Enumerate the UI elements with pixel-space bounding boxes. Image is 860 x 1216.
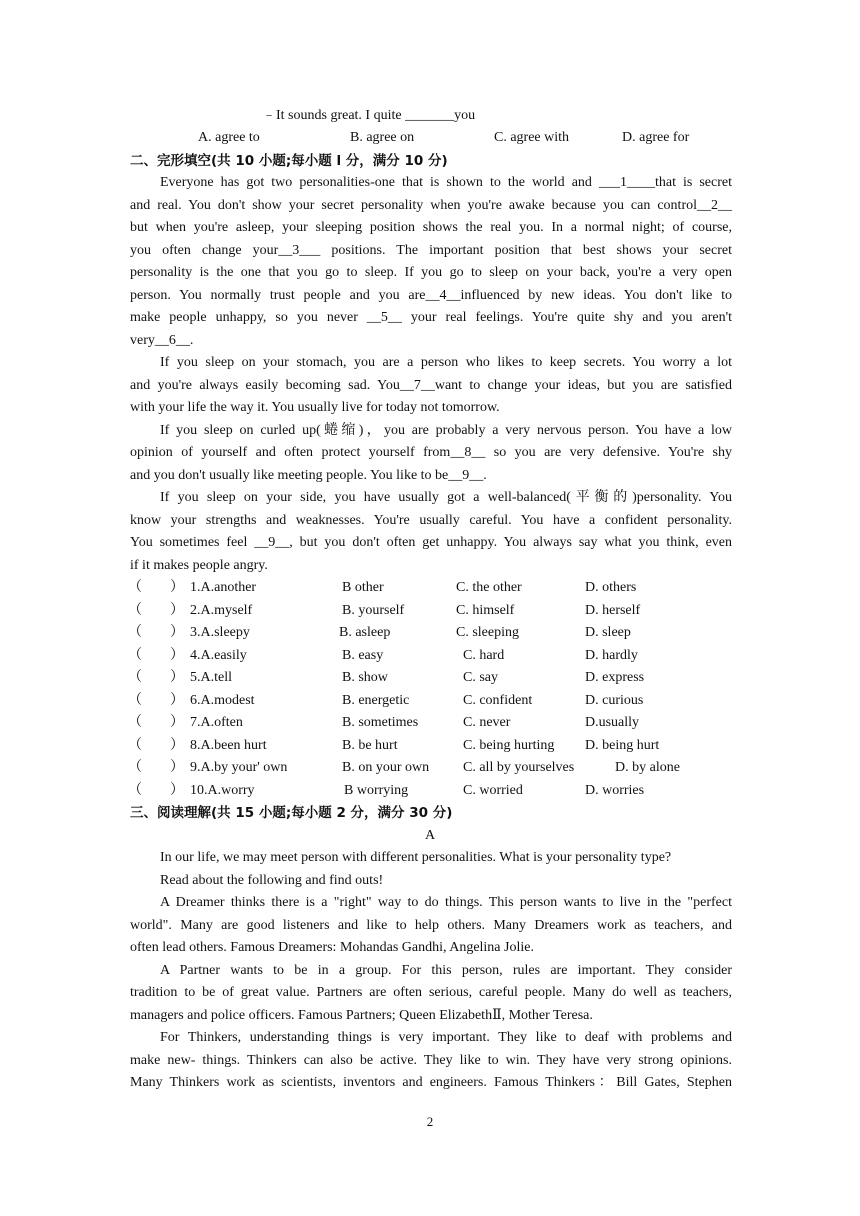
option-c: C. all by yourselves bbox=[463, 760, 575, 775]
reading-line: A Partner wants to be in a group. For this person, rules are important. They consider bbox=[160, 963, 732, 978]
option-b: B. sometimes bbox=[342, 715, 419, 730]
answer-paren[interactable]: （ ） bbox=[128, 738, 184, 753]
option-b: B. easy bbox=[342, 648, 384, 663]
cloze-line: know your strengths and weaknesses. You're usually careful. You have a confident personality. bbox=[130, 513, 732, 528]
option-a: 7.A.often bbox=[190, 715, 243, 730]
option-b: B. energetic bbox=[342, 693, 410, 708]
prev-option-b: B. agree on bbox=[350, 130, 415, 145]
option-c: C. the other bbox=[456, 580, 522, 595]
option-c: C. say bbox=[463, 670, 498, 685]
option-d: D. sleep bbox=[585, 625, 631, 640]
answer-paren[interactable]: （ ） bbox=[128, 783, 184, 798]
answer-paren[interactable]: （ ） bbox=[128, 625, 184, 640]
cloze-line: with your life the way it. You usually live for today not tomorrow. bbox=[130, 400, 500, 415]
reading-line: often lead others. Famous Dreamers: Mohandas Gandhi, Angelina Jolie. bbox=[130, 940, 534, 955]
reading-line: tradition to be of great value. Partners are often serious, careful people. Many do well as teachers, bbox=[130, 985, 732, 1000]
reading-line: In our life, we may meet person with different personalities. What is your personality type? bbox=[160, 850, 672, 865]
answer-paren[interactable]: （ ） bbox=[128, 603, 184, 618]
option-c: C. never bbox=[463, 715, 511, 730]
cloze-line: personality is the one that you go to sleep. If you go to sleep on your back, you're a very open bbox=[130, 265, 732, 280]
prev-option-c: C. agree with bbox=[494, 130, 570, 145]
cloze-line: If you sleep on curled up(蜷缩)，you are probably a very nervous person. You have a low bbox=[160, 423, 732, 438]
option-a: 9.A.by your' own bbox=[190, 760, 288, 775]
option-d: D.usually bbox=[585, 715, 640, 730]
option-d: D. hardly bbox=[585, 648, 638, 663]
option-d: D. worries bbox=[585, 783, 645, 798]
cloze-line: but when you're asleep, your sleeping position shows the real you. In a normal night; of course, bbox=[130, 220, 732, 235]
option-a: 10.A.worry bbox=[190, 783, 255, 798]
prev-question-prompt: ﹣It sounds great. I quite _______you bbox=[262, 108, 476, 123]
answer-paren[interactable]: （ ） bbox=[128, 693, 184, 708]
cloze-line: and you don't usually like meeting people. You like to be__9__. bbox=[130, 468, 487, 483]
cloze-line: very__6__. bbox=[130, 333, 194, 348]
cloze-line: make people unhappy, so you never __5__ your real feelings. You're quite shy and you aren't bbox=[130, 310, 732, 325]
option-b: B. be hurt bbox=[342, 738, 398, 753]
option-b: B other bbox=[342, 580, 384, 595]
option-b: B. yourself bbox=[342, 603, 405, 618]
option-c: C. sleeping bbox=[456, 625, 519, 640]
option-b: B worrying bbox=[344, 783, 409, 798]
option-d: D. by alone bbox=[615, 760, 680, 775]
option-a: 1.A.another bbox=[190, 580, 257, 595]
option-d: D. herself bbox=[585, 603, 641, 618]
answer-paren[interactable]: （ ） bbox=[128, 670, 184, 685]
page-number: 2 bbox=[426, 1114, 434, 1129]
option-b: B. asleep bbox=[339, 625, 391, 640]
option-a: 6.A.modest bbox=[190, 693, 255, 708]
reading-line: A Dreamer thinks there is a "right" way to do things. This person wants to live in the "perfect bbox=[160, 895, 732, 910]
option-b: B. on your own bbox=[342, 760, 430, 775]
reading-line: world". Many are good listeners and like to help others. Many Dreamers work as teachers, and bbox=[130, 918, 732, 933]
reading-line: Read about the following and find outs! bbox=[160, 873, 384, 888]
cloze-line: Everyone has got two personalities-one that is shown to the world and ___1____that is secret bbox=[160, 175, 732, 190]
cloze-line: If you sleep on your stomach, you are a person who likes to keep secrets. You worry a lot bbox=[160, 355, 732, 370]
cloze-line: opinion of yourself and often protect yourself from__8__ so you are very defensive. You're shy bbox=[130, 445, 732, 460]
reading-line: Many Thinkers work as scientists, inventors and engineers. Famous Thinkers：Bill Gates, Stephen bbox=[130, 1075, 732, 1090]
option-a: 2.A.myself bbox=[190, 603, 253, 618]
reading-line: make new- things. Thinkers can also be active. They like to win. They have very strong opinions. bbox=[130, 1053, 732, 1068]
option-a: 4.A.easily bbox=[190, 648, 247, 663]
option-d: D. others bbox=[585, 580, 637, 595]
option-a: 5.A.tell bbox=[190, 670, 232, 685]
option-d: D. curious bbox=[585, 693, 644, 708]
answer-paren[interactable]: （ ） bbox=[128, 648, 184, 663]
option-a: 3.A.sleepy bbox=[190, 625, 250, 640]
cloze-line: person. You normally trust people and you are__4__influenced by new ideas. You don't like to bbox=[130, 288, 732, 303]
option-a: 8.A.been hurt bbox=[190, 738, 267, 753]
prev-option-a: A. agree to bbox=[198, 130, 260, 145]
cloze-line: If you sleep on your side, you have usually got a well-balanced(平衡的)personality. You bbox=[160, 490, 732, 505]
cloze-heading: 二、完形填空(共 10 小题;每小题 l 分，满分 10 分) bbox=[130, 153, 448, 169]
option-c: C. confident bbox=[463, 693, 533, 708]
cloze-line: if it makes people angry. bbox=[130, 558, 268, 573]
reading-heading: 三、阅读理解(共 15 小题;每小题 2 分，满分 30 分) bbox=[130, 805, 453, 821]
option-d: D. express bbox=[585, 670, 645, 685]
option-c: C. being hurting bbox=[463, 738, 555, 753]
answer-paren[interactable]: （ ） bbox=[128, 760, 184, 775]
cloze-line: and you're always easily becoming sad. You__7__want to change your ideas, but you are satisfied bbox=[130, 378, 732, 393]
prev-option-d: D. agree for bbox=[622, 130, 690, 145]
option-c: C. worried bbox=[463, 783, 523, 798]
cloze-line: You sometimes feel __9__, but you don't often get unhappy. You always say what you think, even bbox=[130, 535, 732, 550]
reading-line: For Thinkers, understanding things is very important. They like to deaf with problems and bbox=[160, 1030, 732, 1045]
option-c: C. hard bbox=[463, 648, 505, 663]
answer-paren[interactable]: （ ） bbox=[128, 715, 184, 730]
reading-line: managers and police officers. Famous Partners; Queen ElizabethⅡ, Mother Teresa. bbox=[130, 1008, 593, 1023]
reading-section-label: A bbox=[424, 828, 436, 843]
cloze-line: and real. You don't show your secret personality when you're awake because you can control__2__ bbox=[130, 198, 732, 213]
answer-paren[interactable]: （ ） bbox=[128, 580, 184, 595]
option-c: C. himself bbox=[456, 603, 515, 618]
option-d: D. being hurt bbox=[585, 738, 660, 753]
option-b: B. show bbox=[342, 670, 388, 685]
cloze-line: you often change your__3___ positions. The important position that best shows your secret bbox=[130, 243, 732, 258]
